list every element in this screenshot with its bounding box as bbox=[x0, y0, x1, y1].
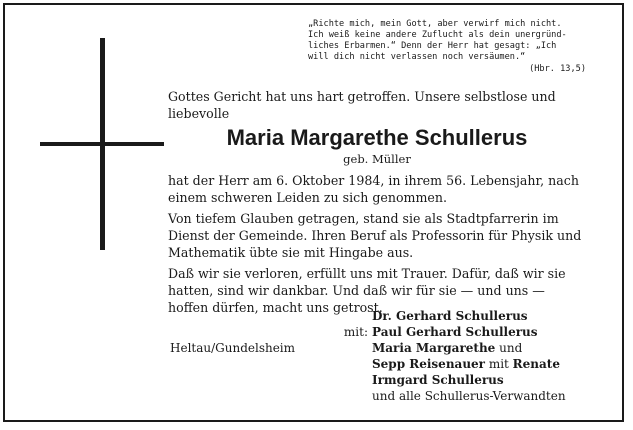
paragraph: Daß wir sie verloren, erfüllt uns mit Trauer. Dafür, daß wir sie hatten, sind wir dankbar. Und daß wir für sie — und uns — hoffen dürfen, macht uns getrost. bbox=[168, 266, 566, 315]
mourner-name: Renate bbox=[512, 357, 560, 371]
main-mourner: Dr. Gerhard Schullerus bbox=[372, 309, 528, 323]
signature-block bbox=[320, 308, 590, 404]
mourner-name: Maria Margarethe bbox=[372, 341, 496, 355]
relatives-text: und alle Schullerus-Verwandten bbox=[372, 389, 566, 403]
connector-text: mit bbox=[485, 357, 513, 371]
obituary-body bbox=[168, 172, 586, 320]
quote-line: liches Erbarmen.“ Denn der Herr hat gesagt: „Ich bbox=[308, 41, 557, 51]
intro-text: Gottes Gericht hat uns hart getroffen. Unsere selbstlose und liebevolle bbox=[168, 89, 556, 121]
quote-line: will dich nicht verlassen noch versäumen.“ bbox=[308, 52, 526, 62]
deceased-name: Maria Margarethe Schullerus bbox=[226, 125, 528, 150]
cross-icon-bar bbox=[40, 142, 164, 146]
mourner-name: Paul Gerhard Schullerus bbox=[372, 325, 538, 339]
paragraph: hat der Herr am 6. Oktober 1984, in ihrem 56. Lebensjahr, nach einem schweren Leiden zu sich genommen. bbox=[168, 173, 579, 205]
quote-line: „Richte mich, mein Gott, aber verwirf mich nicht. bbox=[308, 19, 562, 29]
quote-line: Ich weiß keine andere Zuflucht als dein unergründ- bbox=[308, 30, 567, 40]
bible-quote bbox=[308, 19, 586, 75]
mourner-name: Sepp Reisenauer bbox=[372, 357, 485, 371]
paragraph: Von tiefem Glauben getragen, stand sie als Stadtpfarrerin im Dienst der Gemeinde. Ihren Beruf als Professorin für Physik und Mathematik übte sie mit Hingabe aus. bbox=[168, 211, 582, 260]
connector-text: und bbox=[495, 341, 523, 355]
quote-reference: (Hbr. 13,5) bbox=[529, 64, 586, 74]
maiden-name: geb. Müller bbox=[343, 152, 411, 166]
mourner-name: Irmgard Schullerus bbox=[372, 373, 504, 387]
place-name: Heltau/Gundelsheim bbox=[170, 341, 296, 355]
with-label: mit: bbox=[343, 325, 368, 339]
